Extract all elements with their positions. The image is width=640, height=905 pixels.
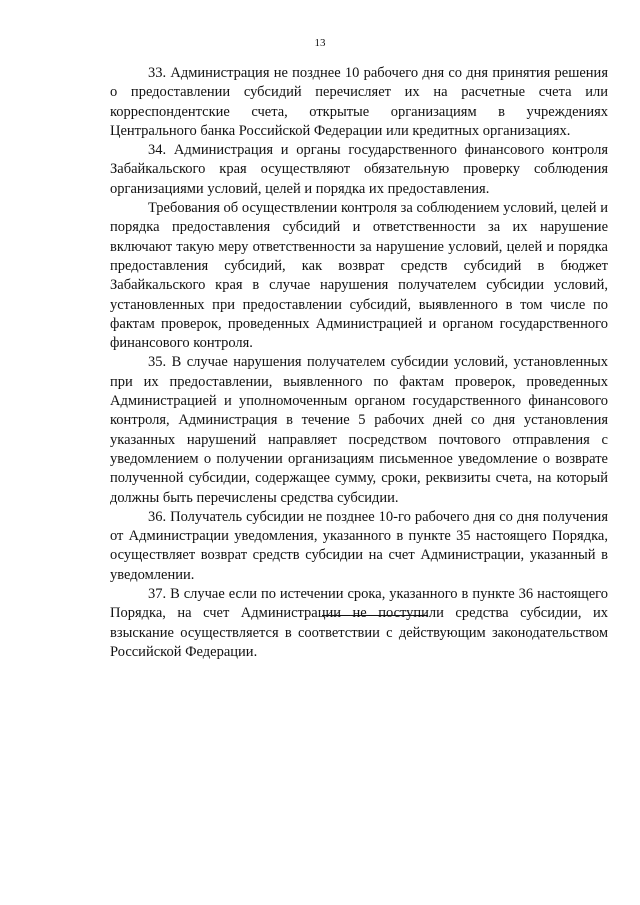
document-body xyxy=(110,64,608,662)
paragraph-35: 35. В случае нарушения получателем субсидии условий, установленных при их предоставлении, выявленного по фактам проверок, проведенных Администрацией и уполномоченным органом государственного финансового контроля, Администрация в течение 5 рабочих дней со дня установления указанных нарушений направляет посредством почтового отправления с уведомлением о получении организациям письменное уведомление о возврате полученной субсидии, содержащее сумму, сроки, реквизиты счета, на который должны быть перечислены средства субсидии. xyxy=(110,354,608,506)
paragraph-37: 37. В случае если по истечении срока, указанного в пункте 36 настоящего Порядка, на счет Администрации не поступили средства субсидии, их взыскание осуществляется в соответствии с действующим законодательством Российской Федерации. xyxy=(110,586,608,660)
paragraph-36: 36. Получатель субсидии не позднее 10-го рабочего дня со дня получения от Администрации уведомления, указанного в пункте 35 настоящего Порядка, осуществляет возврат средств субсидии на счет Администрации, указанный в уведомлении. xyxy=(110,508,608,583)
page-number: 13 xyxy=(314,37,326,49)
paragraph-34: 34. Администрация и органы государственного финансового контроля Забайкальского края осуществляют обязательную проверку соблюдения организациями условий, целей и порядка их предоставления. xyxy=(110,142,608,197)
end-of-document-rule xyxy=(322,615,428,616)
paragraph-33: 33. Администрация не позднее 10 рабочего дня со дня принятия решения о предоставлении субсидий перечисляет их на расчетные счета или корреспондентские счета, открытые организациям в учреждениях Центрального банка Российской Федерации или кредитных организациях. xyxy=(110,65,608,139)
paragraph-control-requirements: Требования об осуществлении контроля за соблюдением условий, целей и порядка предоставления субсидий и ответственности за их нарушение включают такую меру ответственности за нарушение условий, целей и порядка предоставления субсидий, как возврат средств субсидий в бюджет Забайкальского края в случае нарушения получателем субсидии условий, установленных при предоставлении субсидий, выявленного в том числе по фактам проверок, проведенных Администрацией и органом государственного финансового контроля. xyxy=(110,200,608,352)
